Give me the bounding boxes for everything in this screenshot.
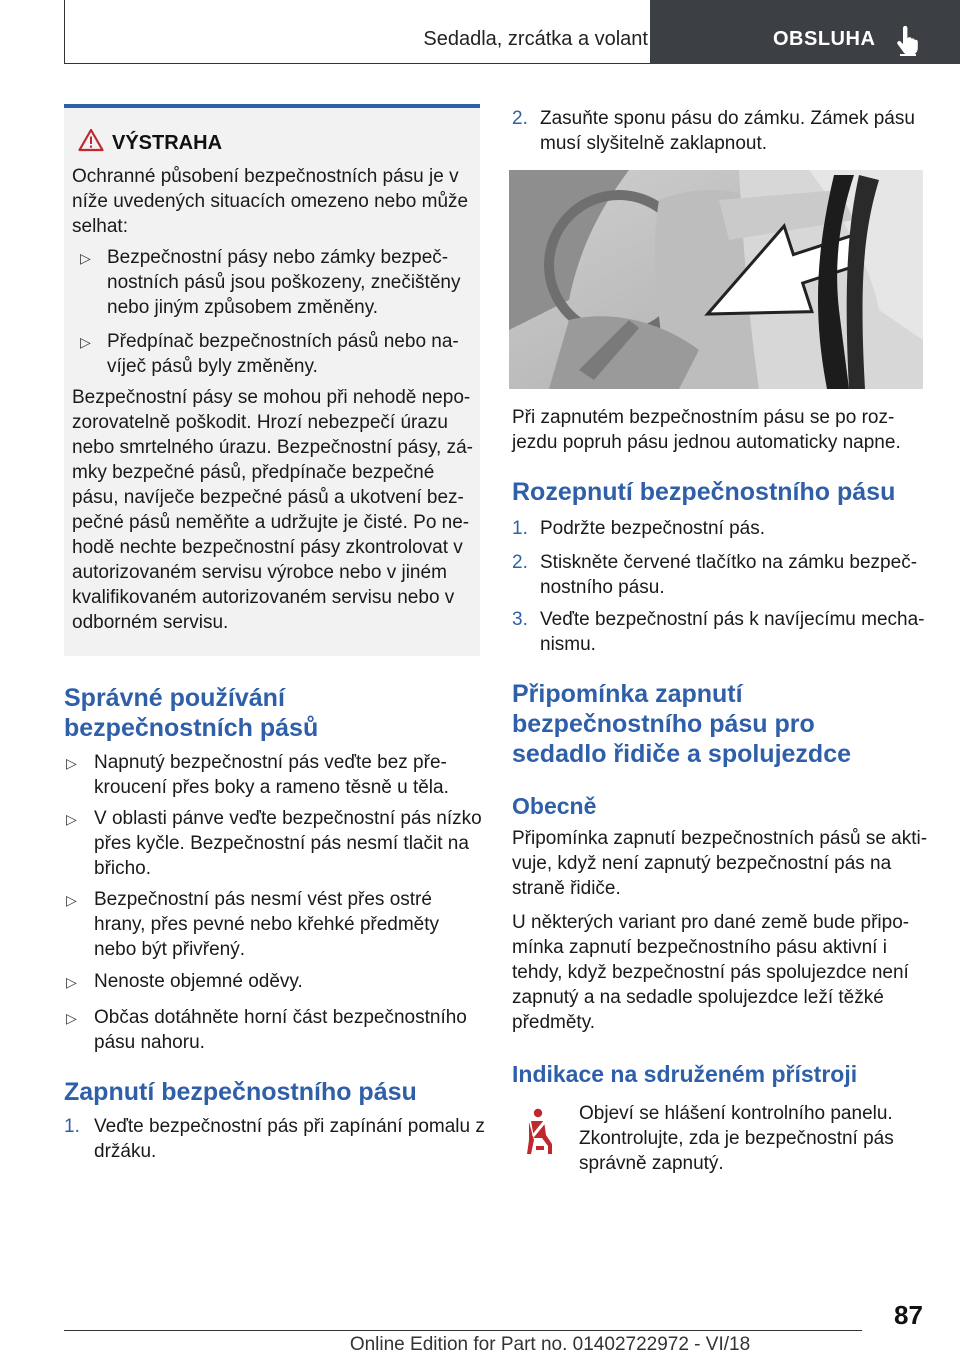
warning-intro-line: selhat:: [72, 216, 128, 237]
usage-heading-line: bezpečnostních pásů: [64, 714, 319, 742]
general-text-line: tehdy, když bezpečnostní pás spolujezdce není: [512, 962, 909, 983]
bullet-triangle-icon: ▷: [66, 755, 77, 771]
indicator-text-line: Zkontrolujte, zda je bezpečnostní pás: [579, 1128, 894, 1149]
reminder-heading-line: bezpečnostního pásu pro: [512, 710, 815, 738]
step-number: 1.: [64, 1116, 80, 1137]
usage-bullet-line: pásu nahoru.: [94, 1032, 205, 1053]
usage-bullet-line: Napnutý bezpečnostní pás veďte bez pře‐: [94, 752, 447, 773]
warning-body-line: pečné pásů neměňte a udržujte je čisté. Po ne‐: [72, 512, 470, 533]
footer-edition: Online Edition for Part no. 01402722972 - VI/18: [349, 1334, 751, 1355]
usage-bullet-line: nebo být přivřený.: [94, 939, 246, 960]
warning-bullet-line: Předpínač bezpečnostních pásů nebo na‐: [107, 331, 459, 352]
unfasten-step-line: Veďte bezpečnostní pás k navíjecímu mecha‐: [540, 609, 925, 630]
usage-bullet-line: hrany, přes pevné nebo křehké předměty: [94, 914, 440, 935]
unfasten-step-line: Stiskněte červené tlačítko na zámku bezpeč‐: [540, 552, 918, 573]
step-number: 3.: [512, 609, 528, 630]
warning-body-line: odborném servisu.: [72, 612, 229, 633]
usage-bullet-line: kroucení přes boky a rameno těsně u těla.: [94, 777, 449, 798]
footer-rule: [64, 1330, 862, 1331]
indicator-text-line: správně zapnutý.: [579, 1153, 724, 1174]
step-number: 2.: [512, 552, 528, 573]
unfasten-step-line: nismu.: [540, 634, 596, 655]
warning-body-line: Bezpečnostní pásy se mohou při nehodě nepo‐: [72, 387, 471, 408]
fasten-heading: Zapnutí bezpečnostního pásu: [64, 1078, 417, 1106]
usage-bullet-line: V oblasti pánve veďte bezpečnostní pás nízko: [94, 808, 482, 829]
fasten-step-line: držáku.: [94, 1141, 157, 1162]
warning-intro-line: Ochranné působení bezpečnostních pásu je v: [72, 166, 459, 187]
warning-bullet-line: nostních pásů jsou poškozeny, znečištěny: [107, 272, 461, 293]
fasten-note-line: Při zapnutém bezpečnostním pásu se po roz‐: [512, 407, 895, 428]
warning-body-line: kvalifikovaném autorizovaném servisu nebo v: [72, 587, 455, 608]
warning-body-line: autorizovaném servisu výrobce nebo v jiném: [72, 562, 447, 583]
warning-body-line: pásu, navíječe bezpečné pásů a ukotvení bez‐: [72, 487, 464, 508]
general-text-line: vuje, když není zapnutý bezpečnostní pás na: [512, 853, 892, 874]
general-subheading: Obecně: [512, 793, 597, 819]
general-text-line: U některých variant pro dané země bude připo‐: [512, 912, 910, 933]
warning-triangle-icon: [78, 128, 104, 152]
general-text-line: zapnutý a na sedadle spolujezdce leží těžké: [512, 987, 884, 1008]
warning-title: VÝSTRAHA: [112, 132, 223, 154]
warning-body-line: zorovatelně poškodit. Hrozí nebezpečí úrazu: [72, 412, 448, 433]
warning-intro-line: níže uvedených situacích omezeno nebo může: [72, 191, 469, 212]
general-text-line: Připomínka zapnutí bezpečnostních pásů se akti‐: [512, 828, 928, 849]
hand-pointer-icon: [894, 26, 922, 56]
unfasten-step-line: Podržte bezpečnostní pás.: [540, 518, 765, 539]
seatbelt-buckle-photo: [509, 170, 923, 389]
indicator-subheading: Indikace na sdruženém přístroji: [512, 1061, 858, 1087]
fasten-step-line: Veďte bezpečnostní pás při zapínání pomalu z: [94, 1116, 485, 1137]
bullet-triangle-icon: ▷: [80, 250, 91, 266]
header-section-title: Sedadla, zrcátka a volant: [423, 28, 648, 50]
bullet-triangle-icon: ▷: [66, 892, 77, 908]
warning-body-line: mky bezpečné pásů, předpínače bezpečné: [72, 462, 435, 483]
indicator-text-line: Objeví se hlášení kontrolního panelu.: [579, 1103, 893, 1124]
usage-bullet-line: Bezpečnostní pás nesmí vést přes ostré: [94, 889, 432, 910]
fasten-note-line: jezdu popruh pásu jednou automaticky napne.: [512, 432, 901, 453]
usage-bullet-line: břicho.: [94, 858, 152, 879]
bullet-triangle-icon: ▷: [66, 811, 77, 827]
page-number: 87: [894, 1300, 923, 1330]
header-chapter-title: OBSLUHA: [773, 28, 876, 50]
unfasten-step-line: nostního pásu.: [540, 577, 665, 598]
bullet-triangle-icon: ▷: [66, 974, 77, 990]
unfasten-heading: Rozepnutí bezpečnostního pásu: [512, 478, 896, 506]
usage-heading-line: Správné používání: [64, 684, 285, 712]
general-text-line: straně řidiče.: [512, 878, 621, 899]
bullet-triangle-icon: ▷: [66, 1010, 77, 1026]
bullet-triangle-icon: ▷: [80, 334, 91, 350]
usage-bullet-line: přes kyčle. Bezpečnostní pás nesmí tlačit na: [94, 833, 469, 854]
step-number: 2.: [512, 108, 528, 129]
usage-bullet-line: Nenoste objemné oděvy.: [94, 971, 303, 992]
warning-bullet-line: Bezpečnostní pásy nebo zámky bezpeč‐: [107, 247, 449, 268]
warning-bullet-line: víječ pásů byly změněny.: [107, 356, 318, 377]
general-text-line: předměty.: [512, 1012, 596, 1033]
warning-bullet-line: nebo jiným způsobem změněny.: [107, 297, 379, 318]
fasten-step-line: Zasuňte sponu pásu do zámku. Zámek pásu: [540, 108, 915, 129]
seatbelt-illustration: [509, 170, 923, 389]
usage-bullet-line: Občas dotáhněte horní část bezpečnostního: [94, 1007, 467, 1028]
warning-body-line: nebo smrtelného úrazu. Bezpečnostní pásy, zá‐: [72, 437, 473, 458]
reminder-heading-line: Připomínka zapnutí: [512, 680, 743, 708]
fasten-step-line: musí slyšitelně zaklapnout.: [540, 133, 768, 154]
reminder-heading-line: sedadlo řidiče a spolujezdce: [512, 740, 852, 768]
general-text-line: mínka zapnutí bezpečnostního pásu aktivní i: [512, 937, 887, 958]
seatbelt-warning-icon: [524, 1108, 556, 1156]
warning-body-line: hodě nechte bezpečnostní pásy zkontrolovat v: [72, 537, 463, 558]
step-number: 1.: [512, 518, 528, 539]
